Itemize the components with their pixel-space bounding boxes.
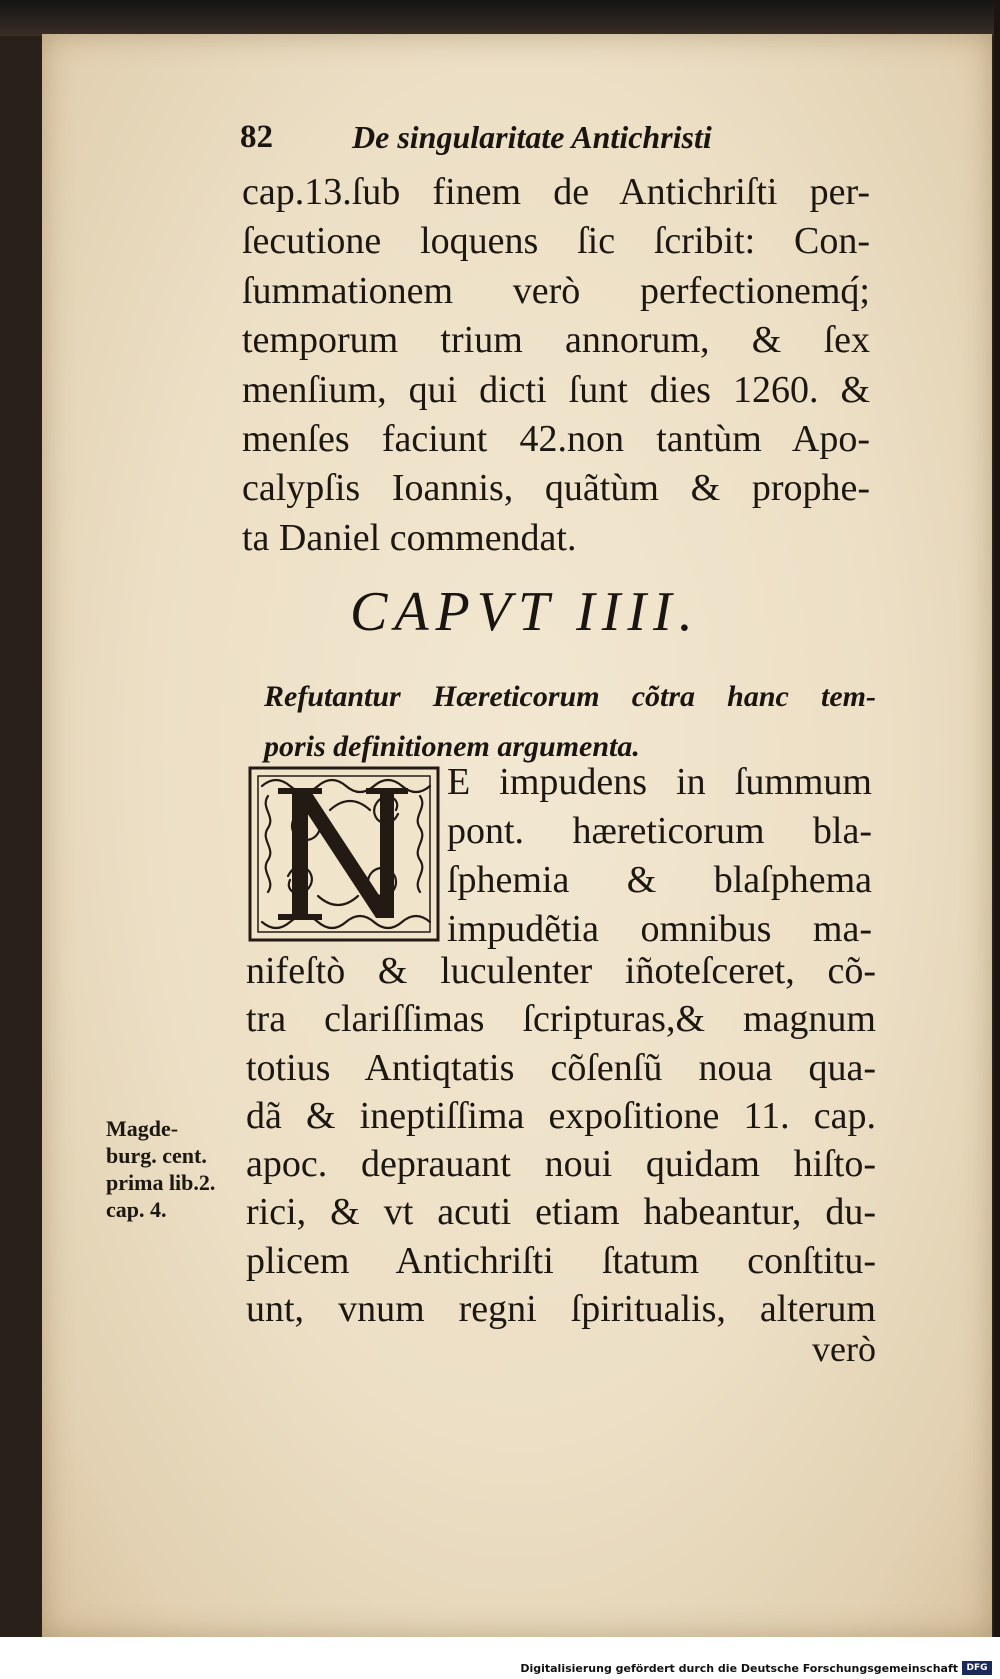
- subtitle-line: poris definitionem argumenta.: [264, 730, 640, 763]
- text-line: ſphemia & blaſphema: [447, 859, 872, 901]
- text-line: plicem Antichriſti ſtatum conſtitu-: [246, 1239, 876, 1282]
- text-line: rici, & vt acuti etiam habeantur, du-: [246, 1191, 876, 1234]
- text-line: nifeſtò & luculenter iñoteſceret, cõ-: [246, 950, 876, 992]
- chapter-subtitle: [264, 672, 876, 772]
- text-line: dã & ineptiſſima expoſitione 11. cap.: [246, 1094, 876, 1137]
- marginal-line: prima lib.2.: [106, 1170, 216, 1195]
- paragraph-1: [242, 168, 870, 563]
- paragraph-2-body: [246, 947, 876, 1333]
- subtitle-line: Refutantur Hæreticorum cõtra hanc tem-: [264, 680, 876, 713]
- text-line: totius Antiqtatis cõſenſũ noua qua-: [246, 1046, 876, 1089]
- running-head: [240, 119, 800, 165]
- dfg-logo: DFG: [962, 1661, 992, 1675]
- marginal-line: Magde-: [106, 1116, 179, 1141]
- text-line: apoc. deprauant noui quidam hiſto-: [246, 1143, 876, 1186]
- text-line: temporum trium annorum, & ſex: [242, 319, 870, 362]
- text-line: E impudens in ſummum: [447, 761, 872, 803]
- text-line: ſummationem verò perfectionemq́;: [242, 269, 870, 312]
- ornamental-initial-n-icon: [248, 766, 440, 942]
- text-line: tra clariſſimas ſcripturas,& magnum: [246, 998, 876, 1041]
- text-line: menſium, qui dicti ſunt dies 1260. &: [242, 368, 870, 411]
- running-title: De singularitate Antichristi: [352, 119, 712, 155]
- catchword: verò: [812, 1329, 876, 1369]
- scan-background-edge: [994, 0, 1000, 1679]
- text-line: impudẽtia omnibus ma-: [447, 908, 872, 950]
- digitization-credit: Digitalisierung gefördert durch die Deutsche Forschungsgemeinschaft: [520, 1662, 958, 1675]
- scan-background-top: [0, 0, 1000, 36]
- text-line: ta Daniel commendat.: [242, 516, 577, 559]
- text-line: pont. hæreticorum bla-: [447, 810, 872, 852]
- text-line: menſes faciunt 42.non tantùm Apo-: [242, 417, 870, 460]
- initial-artwork: [248, 766, 440, 942]
- marginal-line: cap. 4.: [106, 1197, 167, 1222]
- page-number: 82: [240, 119, 273, 155]
- text-line: ſecutione loquens ſic ſcribit: Con-: [242, 220, 870, 263]
- paragraph-2-beside-initial: [447, 758, 872, 954]
- text-line: unt, vnum regni ſpiritualis, alterum: [246, 1288, 876, 1331]
- marginal-note: [106, 1115, 246, 1223]
- chapter-title: CAPVT IIII.: [350, 581, 700, 643]
- text-line: cap.13.ſub finem de Antichriſti per-: [242, 171, 870, 213]
- marginal-line: burg. cent.: [106, 1143, 207, 1168]
- text-line: calypſis Ioannis, quãtùm & prophe-: [242, 467, 870, 510]
